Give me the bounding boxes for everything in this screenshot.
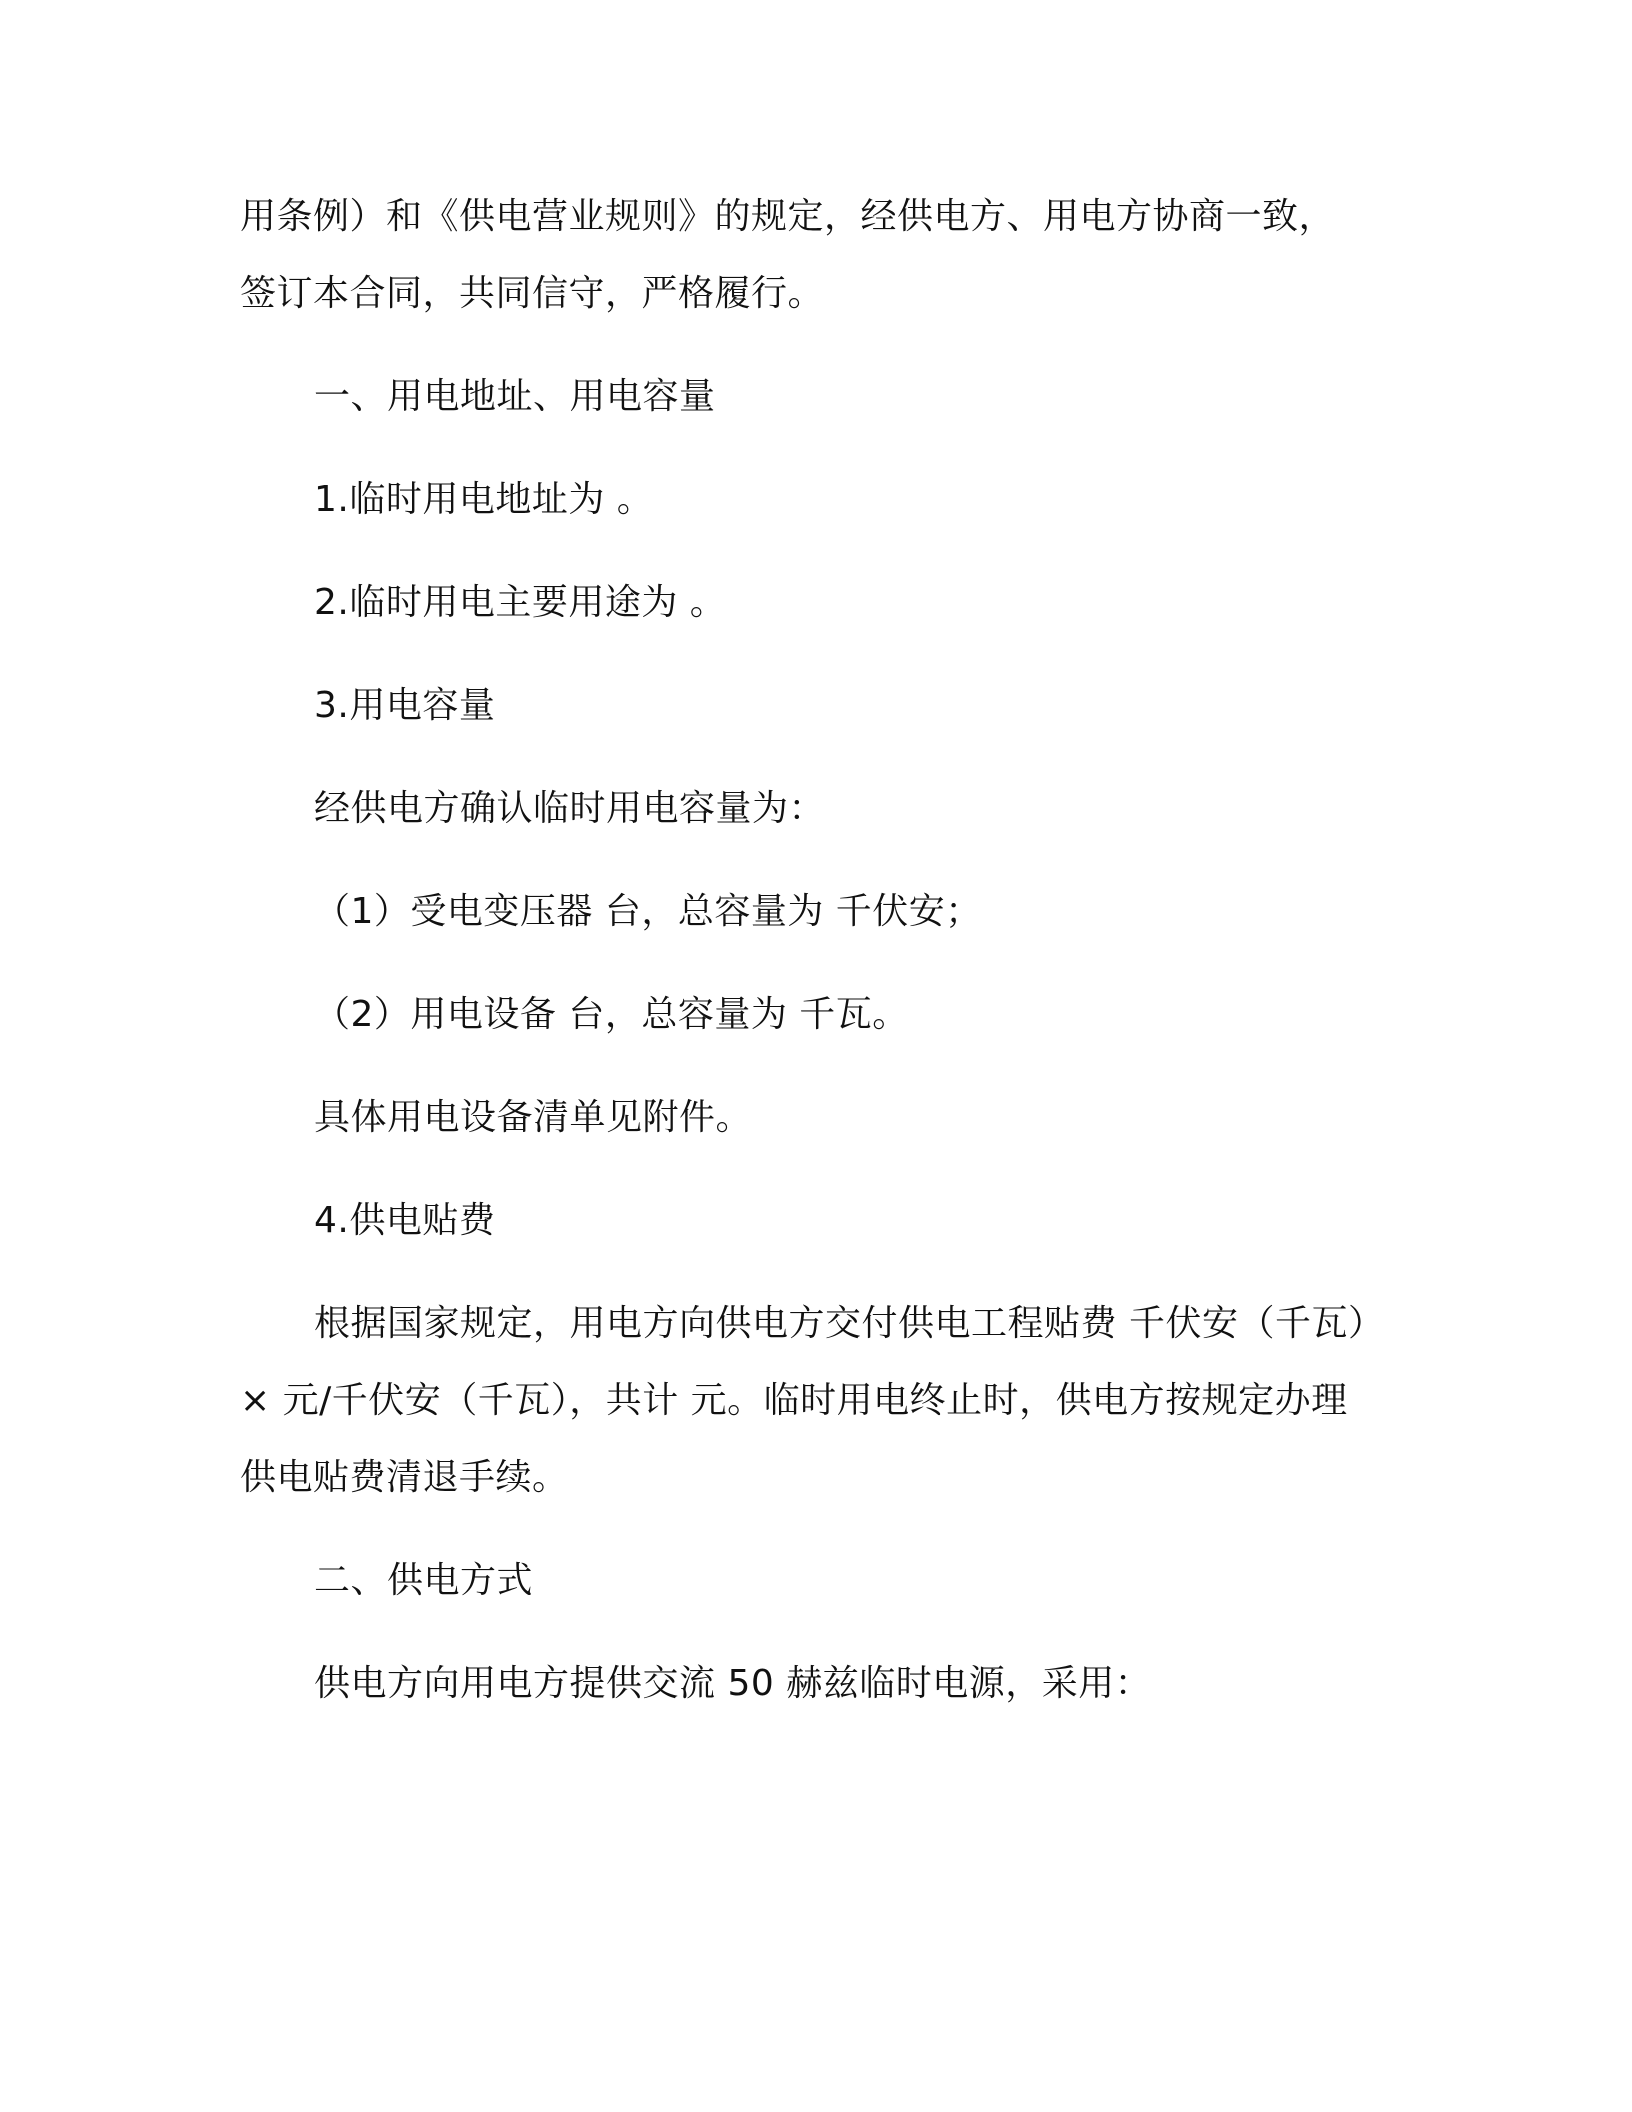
subclause-item: （2）用电设备 台，总容量为 千瓦。 <box>314 994 909 1035</box>
paragraph-line: 供电贴费清退手续。 <box>240 1457 569 1498</box>
section-heading: 一、用电地址、用电容量 <box>314 376 716 417</box>
paragraph-line: 用条例）和《供电营业规则》的规定，经供电方、用电方协商一致， <box>240 196 1336 237</box>
subclause-item: （1）受电变压器 台，总容量为 千伏安； <box>314 891 982 932</box>
paragraph-line: 根据国家规定，用电方向供电方交付供电工程贴费 千伏安（千瓦） <box>314 1303 1385 1344</box>
section-heading: 二、供电方式 <box>314 1560 534 1601</box>
paragraph-line: × 元/千伏安（千瓦），共计 元。临时用电终止时，供电方按规定办理 <box>240 1380 1348 1421</box>
clause-item: 2.临时用电主要用途为 。 <box>314 582 727 623</box>
paragraph-line: 供电方向用电方提供交流 50 赫兹临时电源，采用： <box>314 1663 1152 1704</box>
paragraph-line: 签订本合同，共同信守，严格履行。 <box>240 273 825 314</box>
clause-heading: 3.用电容量 <box>314 685 496 726</box>
paragraph-line: 经供电方确认临时用电容量为： <box>314 788 826 829</box>
clause-item: 1.临时用电地址为 。 <box>314 479 654 520</box>
clause-heading: 4.供电贴费 <box>314 1200 496 1241</box>
paragraph-line: 具体用电设备清单见附件。 <box>314 1097 753 1138</box>
